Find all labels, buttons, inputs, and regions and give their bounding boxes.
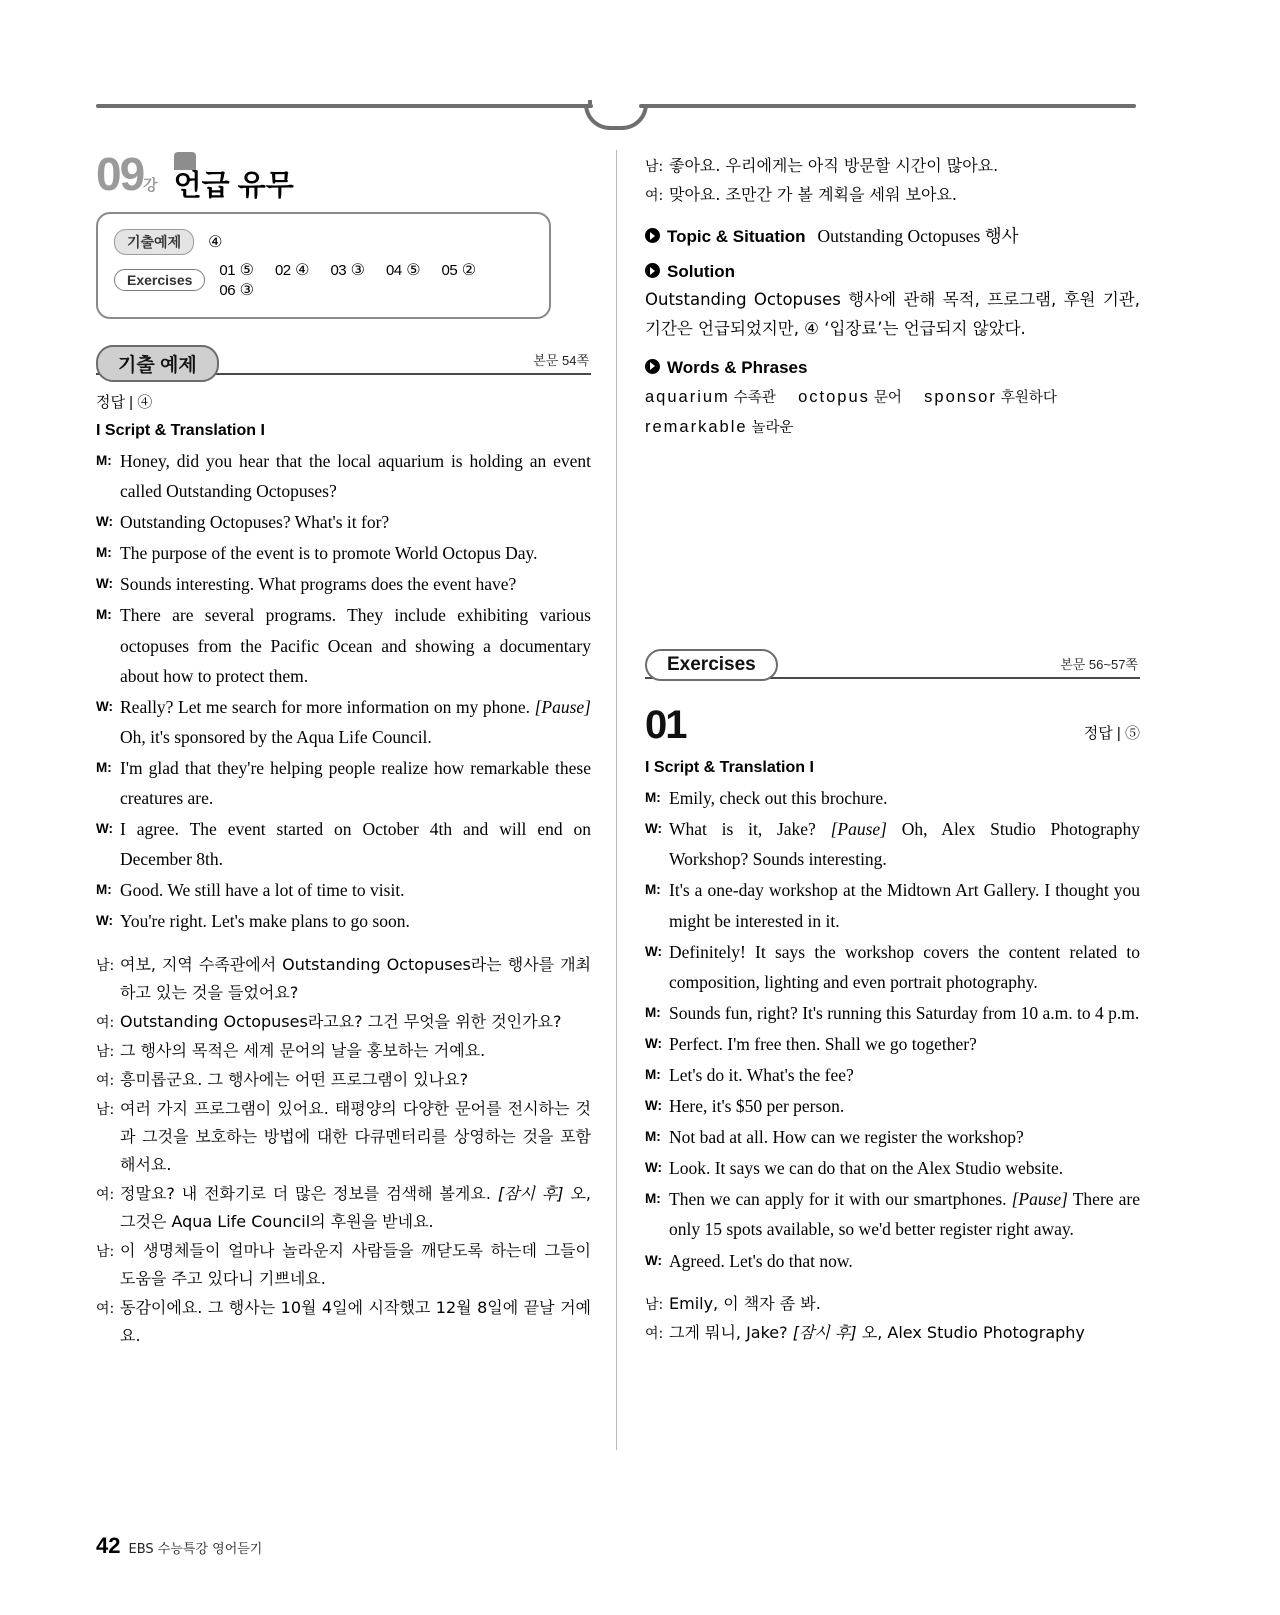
example-page-reference: 본문 54쪽 — [527, 350, 589, 369]
script-line — [96, 753, 591, 813]
script-line — [645, 814, 1140, 874]
speaker-label: 남: — [96, 1043, 115, 1060]
exercise-answer-line: 정답 | ⑤ — [1083, 725, 1140, 743]
speaker-label: W: — [645, 1035, 662, 1051]
script-line-ko — [645, 1290, 1140, 1318]
script-text: 좋아요. 우리에게는 아직 방문할 시간이 많아요. — [669, 156, 999, 175]
script-line-ko — [645, 1319, 1140, 1347]
speaker-label: W: — [96, 514, 113, 530]
script-text: 정말요? 내 전화기로 더 많은 정보를 검색해 볼게요. [잠시 후] 오, 그것은 Aqua Life Council의 후원을 받네요. — [120, 1183, 591, 1231]
script-text: You're right. Let's make plans to go soon. — [120, 911, 410, 932]
lesson-tab-decoration — [174, 152, 196, 170]
script-line — [645, 937, 1140, 997]
speaker-label: M: — [96, 882, 112, 898]
exercises-label-pill: Exercises — [114, 269, 205, 291]
script-text: Sounds interesting. What programs does the event have? — [120, 574, 517, 595]
lesson-number: 09강 — [96, 148, 158, 200]
exercise-script-english — [645, 783, 1140, 1276]
topic-heading-text: Topic & Situation — [667, 227, 806, 246]
exercise-answer: 02 ④ — [274, 262, 310, 279]
column-divider — [616, 150, 617, 1450]
script-text: It's a one-day workshop at the Midtown Art Gallery. I thought you might be interested in it. — [669, 880, 1140, 931]
speaker-label: M: — [96, 453, 112, 468]
script-text: There are several programs. They include exhibiting various octopuses from the Pacific Ocean and showing a documentary about how to protect them. — [120, 605, 591, 686]
script-line-ko — [96, 1294, 591, 1350]
script-text: 이 생명체들이 얼마나 놀라운지 사람들을 깨닫도록 하는데 그들이 도움을 주고 있다니 기쁘네요. — [120, 1240, 591, 1288]
word-entry: aquarium 수족관 — [645, 387, 776, 406]
script-line — [96, 906, 591, 936]
speaker-label: W: — [645, 821, 662, 837]
example-answer-value: ④ — [208, 234, 223, 251]
speaker-label: 여: — [96, 1300, 115, 1317]
word-entry: remarkable 놀라운 — [645, 418, 794, 437]
words-heading-text: Words & Phrases — [667, 357, 808, 377]
example-script-korean — [96, 951, 591, 1350]
page-top-rule — [96, 104, 1136, 134]
speaker-label: 여: — [645, 188, 664, 204]
script-line-ko — [96, 1180, 591, 1236]
script-line — [645, 1246, 1140, 1276]
script-text: Agreed. Let's do that now. — [669, 1250, 853, 1271]
example-script-korean-cont — [645, 152, 1140, 209]
script-text: Good. We still have a lot of time to visit. — [120, 880, 405, 901]
script-line-ko — [96, 1066, 591, 1094]
script-text: Perfect. I'm free then. Shall we go together? — [669, 1033, 977, 1054]
script-text: Look. It says we can do that on the Alex Studio website. — [669, 1158, 1064, 1179]
speaker-label: M: — [96, 759, 112, 775]
solution-heading-text: Solution — [667, 262, 735, 281]
script-line — [96, 446, 591, 506]
script-text: 여러 가지 프로그램이 있어요. 태평양의 다양한 문어를 전시하는 것과 그것을 보호하는 방법에 대한 다큐멘터리를 상영하는 것을 포함해서요. — [120, 1098, 591, 1174]
exercise-script-korean — [645, 1290, 1140, 1347]
words-phrases-heading — [645, 358, 1140, 378]
script-text: I agree. The event started on October 4th and will end on December 8th. — [120, 819, 591, 870]
speaker-label: M: — [645, 1129, 661, 1145]
script-line — [645, 1091, 1140, 1121]
script-line-ko — [645, 181, 1140, 209]
script-line — [645, 1153, 1140, 1183]
script-text: Emily, 이 책자 좀 봐. — [669, 1293, 821, 1313]
exercises-answer-row — [114, 260, 533, 300]
book-title: EBS 수능특강 영어듣기 — [128, 1542, 263, 1557]
topic-situation-heading — [645, 223, 1140, 248]
page-footer — [96, 1533, 262, 1559]
exercise-answer: 05 ② — [441, 262, 477, 279]
exercises-answer-list — [219, 260, 533, 300]
speaker-label: 남: — [96, 1243, 115, 1260]
rule-right — [639, 104, 1136, 108]
script-text: Then we can apply for it with our smartphones. [Pause] There are only 15 spots available, so we'd better register right away. — [669, 1189, 1140, 1240]
script-text: What is it, Jake? [Pause] Oh, Alex Studio Photography Workshop? Sounds interesting. — [669, 819, 1141, 870]
speaker-label: W: — [96, 821, 113, 837]
exercises-section-header — [645, 649, 1140, 683]
speaker-label: W: — [96, 576, 113, 592]
example-answer-line: 정답 | ④ — [96, 394, 153, 411]
word-entry: octopus 문어 — [798, 387, 902, 406]
speaker-label: 남: — [645, 159, 664, 175]
script-line — [645, 1122, 1140, 1152]
script-text: 여보, 지역 수족관에서 Outstanding Octopuses라는 행사를 개최하고 있는 것을 들었어요? — [120, 954, 591, 1002]
script-text: Let's do it. What's the fee? — [669, 1064, 854, 1085]
script-line — [96, 569, 591, 599]
page-number: 42 — [96, 1533, 121, 1558]
speaker-label: W: — [645, 1098, 662, 1114]
speaker-label: M: — [645, 790, 661, 806]
speaker-label: 여: — [645, 1325, 664, 1342]
script-text: 맞아요. 조만간 가 볼 계획을 세워 보아요. — [669, 185, 957, 204]
exercises-section-badge: Exercises — [645, 649, 778, 681]
example-section-badge: 기출 예제 — [96, 345, 219, 382]
script-line-ko — [645, 152, 1140, 180]
speaker-label: 여: — [96, 1072, 115, 1089]
script-text: Really? Let me search for more information on my phone. [Pause] Oh, it's sponsored by the Aqua Life Council. — [120, 696, 591, 747]
script-text: Outstanding Octopuses? What's it for? — [120, 512, 390, 533]
speaker-label: 남: — [645, 1296, 664, 1313]
rule-notch — [584, 104, 648, 130]
script-text: 그 행사의 목적은 세계 문어의 날을 홍보하는 거예요. — [120, 1040, 486, 1060]
speaker-label: M: — [96, 545, 112, 561]
example-answer-row — [114, 229, 533, 255]
exercise-answer: 01 ⑤ — [219, 262, 255, 279]
lesson-number-unit: 강 — [143, 177, 158, 194]
left-column — [96, 150, 591, 1351]
script-text: 그게 뭐니, Jake? [잠시 후] 오, Alex Studio Photography — [669, 1322, 1085, 1342]
script-translation-heading: I Script & Translation I — [645, 759, 814, 777]
script-line — [645, 1029, 1140, 1059]
speaker-label: 남: — [96, 1101, 115, 1118]
script-line — [645, 1060, 1140, 1090]
script-line-ko — [96, 951, 591, 1007]
script-text: Outstanding Octopuses라고요? 그건 무엇을 위한 것인가요? — [120, 1011, 562, 1031]
script-text: Here, it's $50 per person. — [669, 1096, 845, 1117]
speaker-label: M: — [645, 1066, 661, 1082]
play-triangle-icon — [645, 359, 660, 374]
exercise-number: 01 — [645, 703, 686, 748]
speaker-label: W: — [96, 913, 113, 929]
right-column — [645, 150, 1140, 1348]
script-text: The purpose of the event is to promote World Octopus Day. — [120, 543, 538, 564]
speaker-label: M: — [645, 1004, 661, 1020]
speaker-label: M: — [96, 607, 112, 623]
word-entry: sponsor 후원하다 — [924, 387, 1057, 406]
exercise-answer: 04 ⑤ — [386, 262, 422, 279]
script-line-ko — [96, 1237, 591, 1293]
play-triangle-icon — [645, 263, 660, 278]
speaker-label: 남: — [96, 957, 115, 974]
speaker-label: 여: — [96, 1014, 115, 1031]
script-text: Sounds fun, right? It's running this Saturday from 10 a.m. to 4 p.m. — [669, 1002, 1140, 1023]
script-text: Emily, check out this brochure. — [669, 788, 888, 809]
speaker-label: W: — [96, 698, 113, 714]
exercise-answer: 06 ③ — [219, 282, 255, 299]
script-line-ko — [96, 1008, 591, 1036]
script-text: Not bad at all. How can we register the workshop? — [669, 1127, 1024, 1148]
script-line — [96, 538, 591, 568]
exercise-item-header — [645, 703, 1140, 749]
answer-summary-box — [96, 212, 551, 319]
script-text: Definitely! It says the workshop covers the content related to composition, lighting and even portrait photography. — [669, 941, 1140, 992]
script-translation-heading: I Script & Translation I — [96, 422, 265, 439]
script-text: 흥미롭군요. 그 행사에는 어떤 프로그램이 있나요? — [120, 1069, 469, 1089]
exercise-answer: 03 ③ — [330, 262, 366, 279]
play-triangle-icon — [645, 228, 660, 243]
lesson-header — [96, 150, 591, 208]
script-line — [96, 507, 591, 537]
script-line — [645, 1184, 1140, 1244]
topic-value: Outstanding Octopuses 행사 — [817, 226, 1019, 246]
speaker-label: W: — [645, 943, 662, 959]
speaker-label: M: — [645, 1191, 661, 1207]
script-line — [96, 875, 591, 905]
rule-left — [96, 104, 593, 108]
speaker-label: M: — [645, 882, 661, 898]
speaker-label: 여: — [96, 1186, 115, 1203]
script-line — [96, 814, 591, 874]
speaker-label: W: — [645, 1252, 662, 1268]
example-section-header — [96, 345, 591, 379]
script-text: Honey, did you hear that the local aquarium is holding an event called Outstanding Octopuses? — [120, 451, 591, 502]
example-script-english — [96, 446, 591, 937]
script-text: 동감이에요. 그 행사는 10월 4일에 시작했고 12월 8일에 끝날 거예요. — [120, 1297, 591, 1345]
exercises-page-reference: 본문 56~57쪽 — [1054, 654, 1138, 673]
words-phrases-list — [645, 382, 1140, 443]
example-label-pill: 기출예제 — [114, 229, 194, 255]
lesson-title: 언급 유무 — [173, 170, 294, 202]
script-line — [645, 875, 1140, 935]
speaker-label: W: — [645, 1160, 662, 1176]
script-line — [645, 998, 1140, 1028]
solution-text: Outstanding Octopuses 행사에 관해 목적, 프로그램, 후원 기관, 기간은 언급되었지만, ④ ‘입장료’는 언급되지 않았다. — [645, 290, 1140, 338]
script-line — [96, 600, 591, 690]
script-text: I'm glad that they're helping people realize how remarkable these creatures are. — [120, 757, 591, 809]
script-line-ko — [96, 1037, 591, 1065]
script-line-ko — [96, 1095, 591, 1179]
solution-heading — [645, 262, 1140, 282]
script-line — [96, 692, 591, 752]
script-line — [645, 783, 1140, 813]
